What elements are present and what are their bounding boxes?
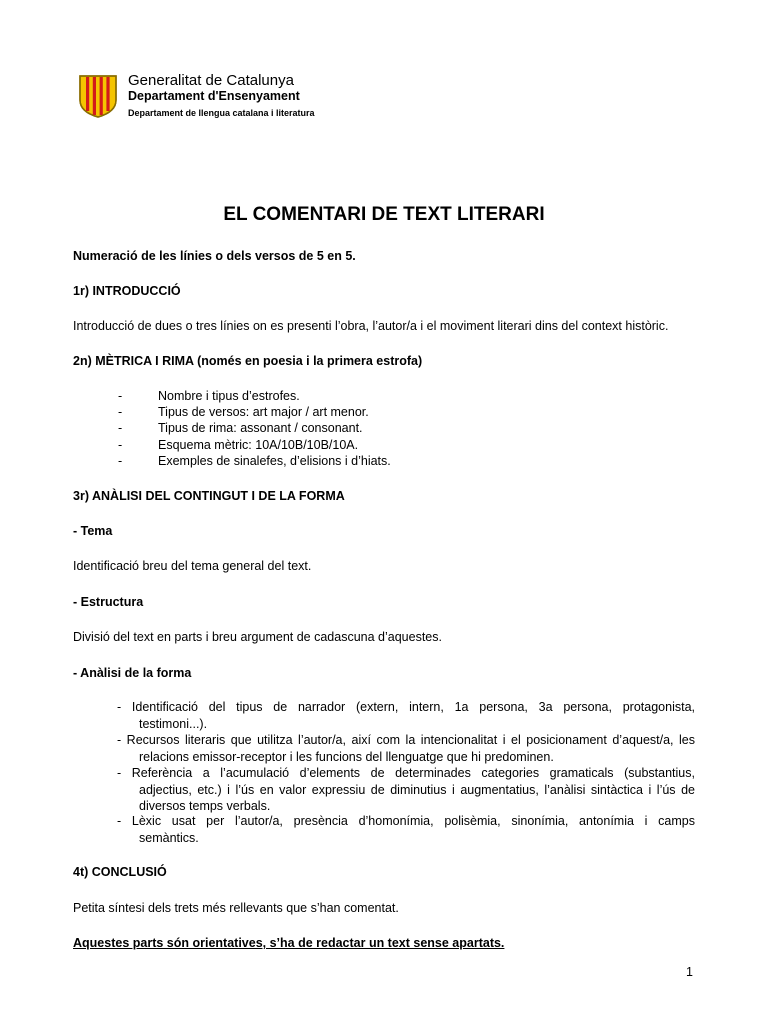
sub-department-name: Departament de llengua catalana i literatura (128, 108, 315, 118)
list-item: Esquema mètric: 10A/10B/10B/10A. (158, 438, 359, 452)
forma-item-line: - Identificació del tipus de narrador (extern, intern, 1a persona, 3a persona, protagonista, (117, 700, 695, 714)
section-4-text: Petita síntesi dels trets més rellevants que s’han comentat. (73, 901, 399, 915)
forma-list-item (117, 765, 695, 815)
list-bullet: - (118, 389, 123, 403)
numbering-note: Numeració de les línies o dels versos de 5 en 5. (73, 249, 356, 263)
forma-item-line: adjectius, etc.) i l’ús en valor expressiu de diminutius i augmentatius, l’anàlisi sintàctica i l’ús de (139, 782, 695, 797)
tema-heading: - Tema (73, 524, 113, 538)
section-2-heading: 2n) MÈTRICA I RIMA (només en poesia i la primera estrofa) (73, 354, 423, 368)
list-bullet: - (118, 438, 123, 452)
list-bullet: - (118, 454, 123, 468)
list-bullet: - (118, 405, 123, 419)
forma-list-item (117, 699, 695, 732)
tema-text: Identificació breu del tema general del text. (73, 559, 312, 573)
section-4-heading: 4t) CONCLUSIÓ (73, 865, 167, 879)
forma-item-line: - Lèxic usat per l’autor/a, presència d’homonímia, polisèmia, sinonímia, antonímia i camps (117, 814, 695, 828)
forma-item-line: relacions emissor-receptor i les funcions del llenguatge que hi predominen. (139, 749, 554, 764)
final-note: Aquestes parts són orientatives, s’ha de redactar un text sense apartats. (73, 936, 505, 950)
org-name: Generalitat de Catalunya (128, 72, 294, 89)
forma-item-line: testimoni...). (139, 716, 208, 731)
forma-item-line: diversos temps verbals. (139, 799, 271, 813)
page-number: 1 (686, 965, 693, 979)
list-bullet: - (118, 421, 123, 435)
catalonia-coat-of-arms-logo (77, 74, 119, 118)
document-title: EL COMENTARI DE TEXT LITERARI (223, 204, 545, 225)
estructura-heading: - Estructura (73, 595, 144, 609)
list-item: Nombre i tipus d’estrofes. (158, 389, 300, 403)
section-1-text: Introducció de dues o tres línies on es presenti l’obra, l’autor/a i el moviment literari dins del context històric. (73, 319, 669, 333)
forma-item-line: semàntics. (139, 830, 199, 845)
list-item: Exemples de sinalefes, d’elisions i d’hiats. (158, 454, 391, 468)
list-item: Tipus de versos: art major / art menor. (158, 405, 369, 419)
forma-item-line: - Referència a l’acumulació d’elements de determinades categories gramaticals (substantius, (117, 766, 695, 780)
list-item: Tipus de rima: assonant / consonant. (158, 421, 363, 435)
section-1-heading: 1r) INTRODUCCIÓ (73, 284, 181, 298)
estructura-text: Divisió del text en parts i breu argument de cadascuna d’aquestes. (73, 630, 442, 644)
forma-item-line: - Recursos literaris que utilitza l’autor/a, així com la intencionalitat i el posicionament d’aquest/a, les (117, 733, 695, 747)
forma-list-item (117, 732, 695, 765)
forma-heading: - Anàlisi de la forma (73, 666, 192, 680)
section-3-heading: 3r) ANÀLISI DEL CONTINGUT I DE LA FORMA (73, 489, 345, 503)
department-name: Departament d'Ensenyament (128, 89, 300, 103)
forma-list-item (117, 813, 695, 846)
